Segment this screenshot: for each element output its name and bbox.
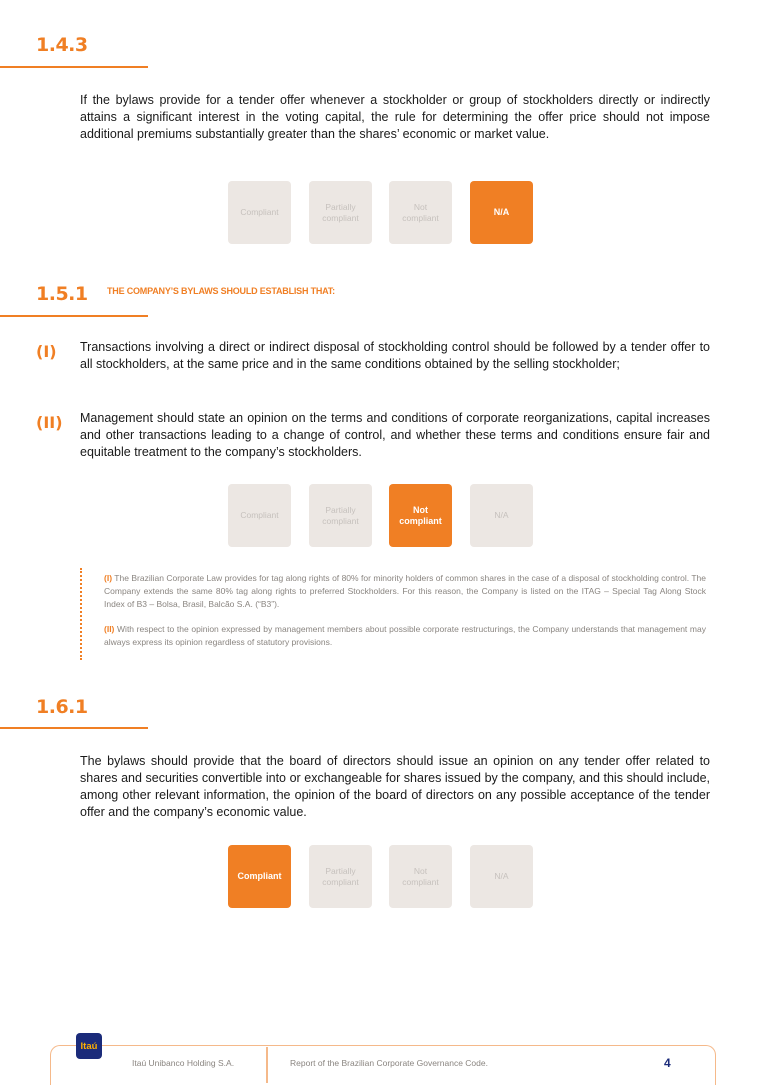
itau-logo: Itaú xyxy=(76,1033,102,1059)
item-ii-text: Management should state an opinion on the terms and conditions of corporate reorganizations, capital increases and other transactions leading to a change of control, and whether these terms and conditions ensure fair and equitable treatment to the company’s stockholders. xyxy=(80,411,710,459)
section-1-4-3-text: If the bylaws provide for a tender offer whenever a stockholder or group of stockholders directly or indirectly attains a significant interest in the voting capital, the rule for determining the offer price should not impose additional premiums substantially greater than the shares’ economic or market value. xyxy=(80,93,710,141)
section-number-1-6-1: 1.6.1 xyxy=(36,696,88,718)
section-1-5-1-subtitle: THE COMPANY’S BYLAWS SHOULD ESTABLISH THAT: xyxy=(107,286,335,296)
partially-compliant-box: Partially compliant xyxy=(309,181,372,244)
compliant-box-selected: Compliant xyxy=(228,845,291,908)
compliance-selector-1-4-3 xyxy=(228,181,534,244)
na-box: N/A xyxy=(470,845,533,908)
item-marker-ii: (II) xyxy=(36,413,63,432)
compliant-box: Compliant xyxy=(228,181,291,244)
note-ii: (II) With respect to the opinion expressed by management members about possible corporate restructurings, the Company understands that management may always express its opinion regardless of statutory provisions. xyxy=(104,624,706,647)
partially-compliant-box: Partially compliant xyxy=(309,484,372,547)
section-number-1-5-1: 1.5.1 xyxy=(36,283,88,305)
na-box: N/A xyxy=(470,484,533,547)
section-1-6-1-text: The bylaws should provide that the board of directors should issue an opinion on any tender offer related to shares and securities convertible into or exchangeable for shares issued by the company, and this should include, among other relevant information, the opinion of the board of directors on any possible acceptance of the tender offer and the company’s economic value. xyxy=(80,754,710,819)
partially-compliant-box: Partially compliant xyxy=(309,845,372,908)
section-underline xyxy=(0,727,148,729)
compliance-selector-1-6-1 xyxy=(228,845,534,908)
footer-divider xyxy=(266,1047,268,1083)
explanatory-notes xyxy=(80,568,706,660)
na-box-selected: N/A xyxy=(470,181,533,244)
footer-report-title: Report of the Brazilian Corporate Governance Code. xyxy=(290,1058,488,1068)
footer-company-name: Itaú Unibanco Holding S.A. xyxy=(132,1058,235,1068)
section-number-1-4-3: 1.4.3 xyxy=(36,34,88,56)
item-i-text: Transactions involving a direct or indirect disposal of stockholding control should be followed by a tender offer to all stockholders, at the same price and in the same conditions obtained by the selling stockholder; xyxy=(80,340,710,371)
not-compliant-box: Not compliant xyxy=(389,181,452,244)
page-number: 4 xyxy=(664,1056,671,1070)
section-underline xyxy=(0,315,148,317)
section-underline xyxy=(0,66,148,68)
compliant-box: Compliant xyxy=(228,484,291,547)
not-compliant-box-selected: Not compliant xyxy=(389,484,452,547)
compliance-selector-1-5-1 xyxy=(228,484,534,547)
note-i: (I) The Brazilian Corporate Law provides for tag along rights of 80% for minority holders of common shares in the case of a disposal of stockholding control. The Company extends the same 80% tag along rights to preferred Stockholders. For this reason, the Company is listed on the ITAG – Special Tag Along Stock Index of B3 – Bolsa, Brasil, Balcão S.A. (“B3”). xyxy=(104,573,706,609)
not-compliant-box: Not compliant xyxy=(389,845,452,908)
item-marker-i: (I) xyxy=(36,342,57,361)
